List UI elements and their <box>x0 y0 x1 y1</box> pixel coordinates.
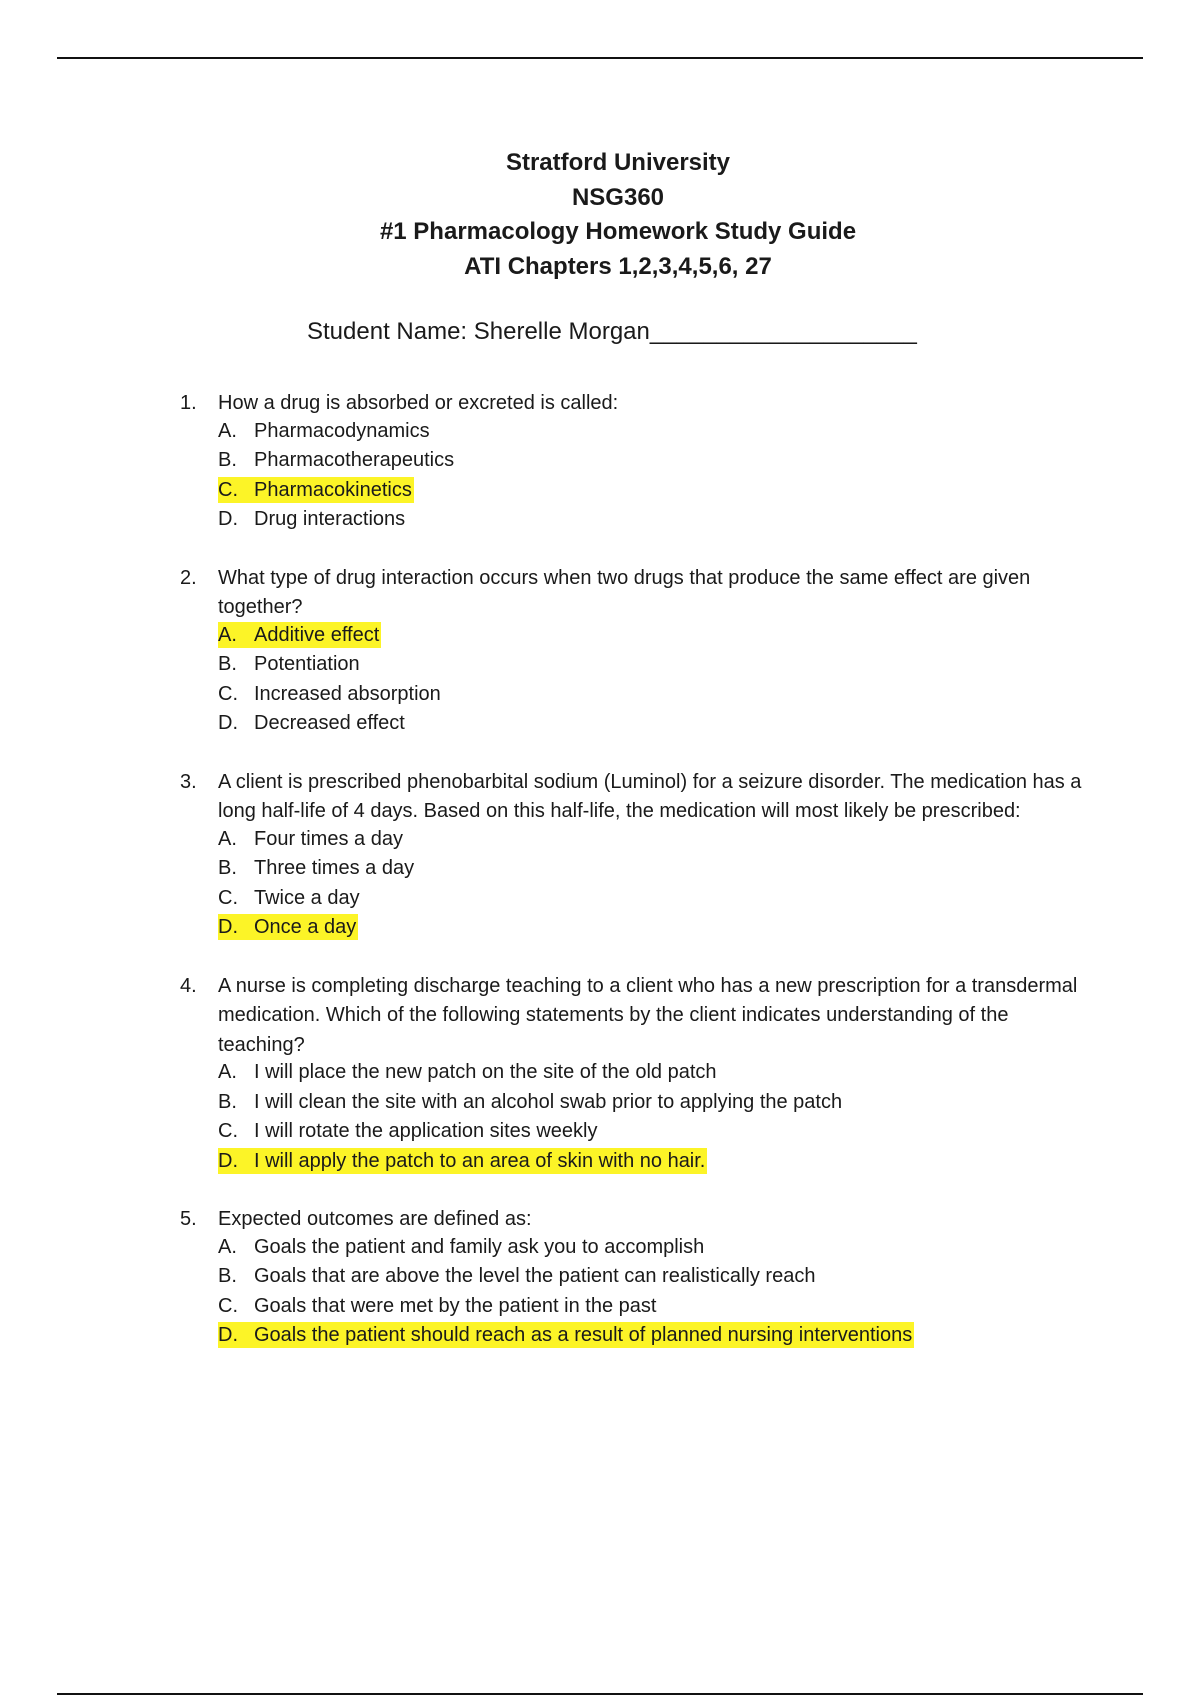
answer-option <box>218 884 1100 914</box>
question-number: 5. <box>180 1208 197 1230</box>
option-highlight <box>218 855 416 881</box>
option-highlight <box>218 651 362 677</box>
option-highlight <box>218 1293 658 1319</box>
option-text: Additive effect <box>254 623 380 646</box>
student-name-line <box>307 318 917 346</box>
option-letter: D. <box>218 916 238 938</box>
student-name-blank: ____________________ <box>649 318 917 345</box>
answer-option <box>218 709 1100 739</box>
answer-option <box>218 825 1100 855</box>
option-letter: D. <box>218 508 238 530</box>
option-letter: B. <box>218 653 237 675</box>
option-text: I will place the new patch on the site of the old patch <box>254 1061 717 1083</box>
top-page-rule <box>57 57 1143 59</box>
option-letter: A. <box>218 1061 237 1083</box>
question-body <box>218 768 1100 943</box>
option-letter: B. <box>218 449 237 471</box>
option-highlight <box>218 1234 706 1260</box>
option-highlight <box>218 1059 719 1085</box>
option-text: Three times a day <box>254 857 415 879</box>
question-item <box>180 768 1100 943</box>
option-text: Drug interactions <box>254 508 406 530</box>
answer-option <box>218 1088 1100 1118</box>
answer-option-highlighted <box>218 621 1100 651</box>
option-letter: B. <box>218 1090 237 1113</box>
option-highlight <box>218 885 362 911</box>
answer-options <box>218 1058 1100 1176</box>
answer-option <box>218 854 1100 884</box>
document-header <box>0 146 1200 284</box>
answer-option <box>218 1058 1100 1088</box>
answer-option-highlighted <box>218 1147 1100 1177</box>
answer-option-highlighted <box>218 1321 1100 1351</box>
option-text: Decreased effect <box>254 712 405 734</box>
question-number: 2. <box>180 566 197 589</box>
option-highlight <box>218 477 414 503</box>
option-text: I will apply the patch to an area of skin with no hair. <box>254 1149 706 1172</box>
answer-option <box>218 1292 1100 1322</box>
answer-option <box>218 680 1100 710</box>
option-highlight <box>218 914 358 940</box>
answer-options <box>218 1233 1100 1351</box>
question-list <box>180 389 1100 1380</box>
option-letter: C. <box>218 886 238 909</box>
answer-option <box>218 1233 1100 1263</box>
answer-options <box>218 825 1100 943</box>
answer-options <box>218 417 1100 535</box>
option-letter: B. <box>218 1265 237 1287</box>
option-highlight <box>218 622 381 648</box>
question-body <box>218 564 1100 739</box>
option-letter: A. <box>218 623 237 646</box>
option-text: Pharmacotherapeutics <box>254 449 455 471</box>
option-highlight <box>218 681 443 707</box>
question-body <box>218 389 1100 535</box>
option-highlight <box>218 418 432 444</box>
option-letter: A. <box>218 1235 237 1258</box>
option-highlight <box>218 1118 600 1144</box>
answer-option <box>218 650 1100 680</box>
question-number: 1. <box>180 392 197 414</box>
option-highlight <box>218 1263 817 1289</box>
option-highlight <box>218 710 407 736</box>
question-text: What type of drug interaction occurs when two drugs that produce the same effect are given together? <box>218 566 1031 618</box>
option-text: I will rotate the application sites weekly <box>254 1120 598 1142</box>
option-letter: A. <box>218 827 237 850</box>
option-highlight <box>218 826 405 852</box>
option-text: Pharmacodynamics <box>254 419 430 442</box>
course-code: NSG360 <box>571 183 665 211</box>
question-item <box>180 389 1100 535</box>
option-letter: A. <box>218 419 237 442</box>
answer-option <box>218 417 1100 447</box>
option-highlight <box>218 1089 844 1115</box>
university-name: Stratford University <box>505 149 731 176</box>
option-text: Pharmacokinetics <box>254 478 412 501</box>
option-letter: D. <box>218 712 238 734</box>
answer-options <box>218 621 1100 739</box>
question-text: Expected outcomes are defined as: <box>218 1208 532 1230</box>
option-text: Increased absorption <box>254 682 441 705</box>
question-text: A client is prescribed phenobarbital sodium (Luminol) for a seizure disorder. The medication has a long half-life of 4 days. Based on this half-life, the medication will most likely be prescribed: <box>218 770 1082 822</box>
answer-option <box>218 505 1100 535</box>
document-title: #1 Pharmacology Homework Study Guide <box>379 218 857 245</box>
option-highlight <box>218 447 456 473</box>
option-text: I will clean the site with an alcohol swab prior to applying the patch <box>254 1090 843 1113</box>
question-text: A nurse is completing discharge teaching to a client who has a new prescription for a transdermal medication. Which of the following statements by the client indicates understanding of the teaching? <box>218 974 1078 1056</box>
option-letter: D. <box>218 1324 238 1346</box>
option-highlight <box>218 1148 707 1174</box>
question-body <box>218 972 1100 1177</box>
option-text: Once a day <box>254 916 357 938</box>
question-item <box>180 564 1100 739</box>
option-letter: C. <box>218 478 238 501</box>
option-text: Four times a day <box>254 827 403 850</box>
option-highlight <box>218 1322 914 1348</box>
answer-option <box>218 446 1100 476</box>
option-text: Goals the patient and family ask you to accomplish <box>254 1235 705 1258</box>
option-text: Goals that were met by the patient in the past <box>254 1294 657 1317</box>
option-text: Potentiation <box>254 653 360 675</box>
option-text: Goals the patient should reach as a result of planned nursing interventions <box>254 1324 913 1346</box>
option-letter: C. <box>218 1120 238 1142</box>
answer-option <box>218 1117 1100 1147</box>
question-body <box>218 1205 1100 1351</box>
question-number: 3. <box>180 770 197 793</box>
student-name-label: Student Name: Sherelle Morgan <box>307 318 650 345</box>
answer-option <box>218 1262 1100 1292</box>
option-text: Twice a day <box>254 886 360 909</box>
question-item <box>180 972 1100 1177</box>
option-letter: B. <box>218 857 237 879</box>
question-item <box>180 1205 1100 1351</box>
answer-option-highlighted <box>218 476 1100 506</box>
question-text: How a drug is absorbed or excreted is called: <box>218 392 619 414</box>
chapters-line: ATI Chapters 1,2,3,4,5,6, 27 <box>464 252 772 280</box>
option-letter: D. <box>218 1149 238 1172</box>
option-letter: C. <box>218 1294 238 1317</box>
option-letter: C. <box>218 682 238 705</box>
option-highlight <box>218 506 407 532</box>
option-text: Goals that are above the level the patient can realistically reach <box>254 1265 816 1287</box>
bottom-page-rule <box>57 1693 1143 1695</box>
answer-option-highlighted <box>218 913 1100 943</box>
question-number: 4. <box>180 974 197 997</box>
